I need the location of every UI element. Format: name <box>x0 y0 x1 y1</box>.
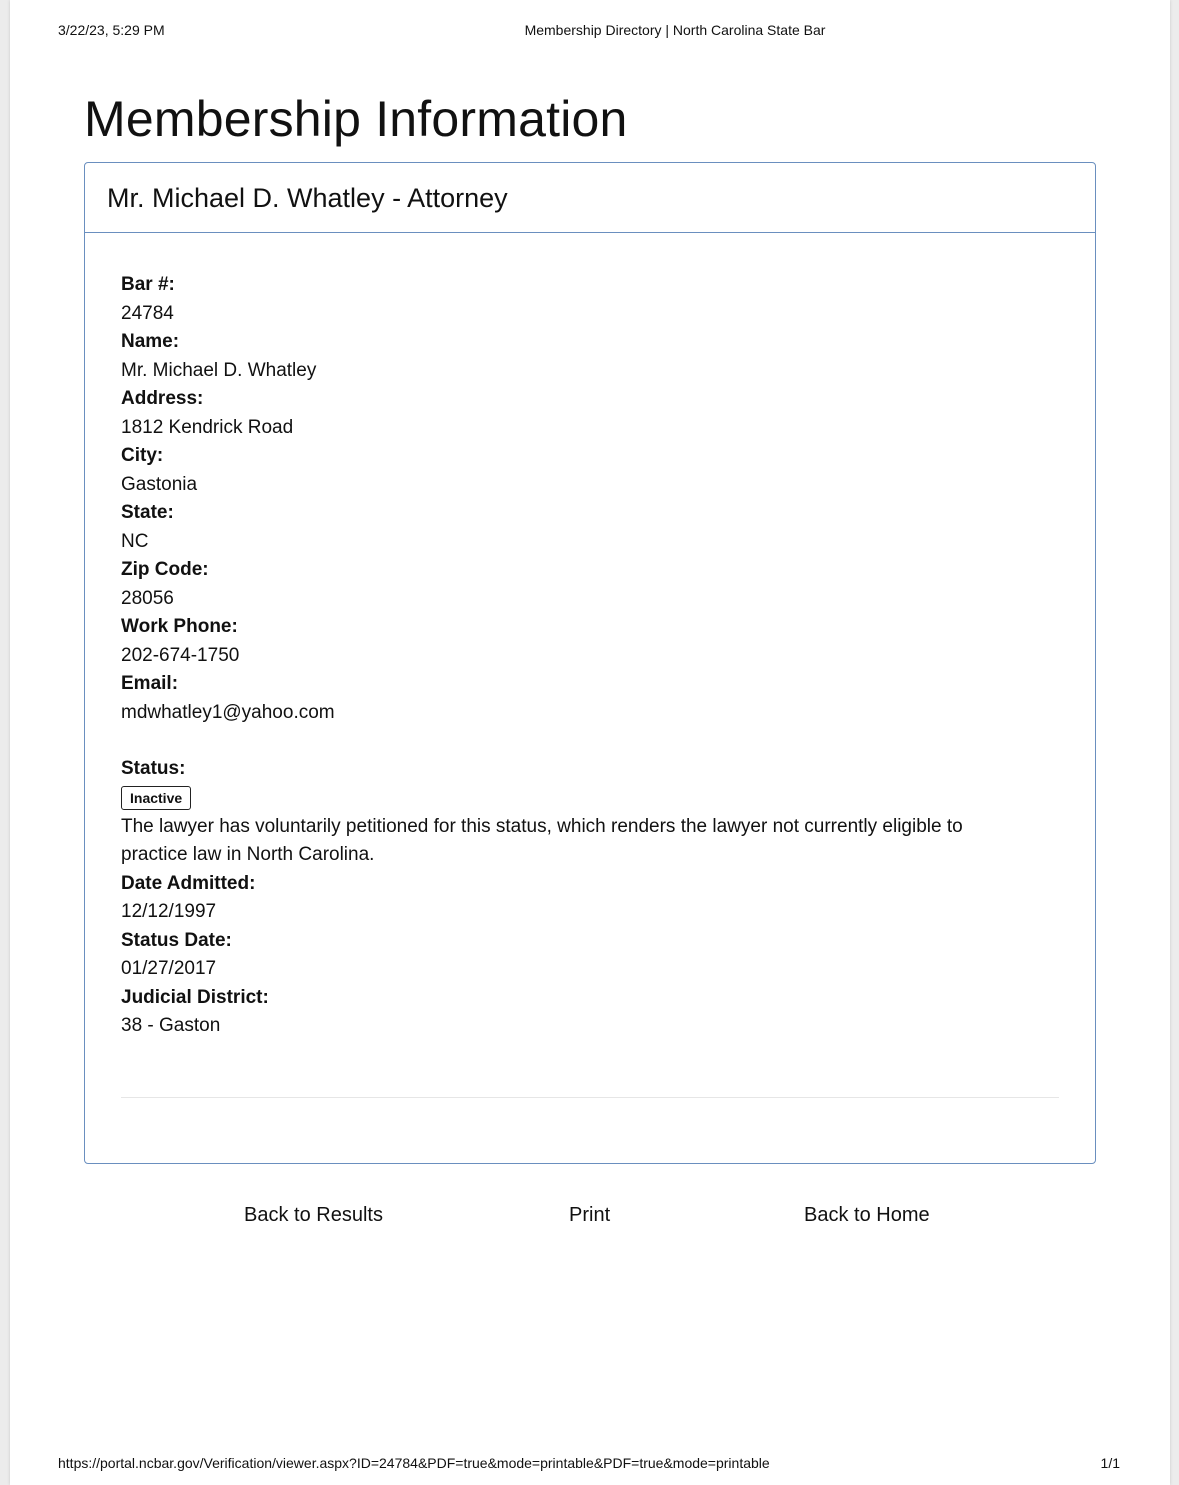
field-label: City: <box>121 445 164 466</box>
field-address <box>121 385 1061 442</box>
field-value: 01/27/2017 <box>121 958 217 979</box>
spacer <box>121 727 1061 755</box>
field-value: 28056 <box>121 587 174 609</box>
field-status-date <box>121 927 1061 984</box>
print-page-number: 1/1 <box>1100 1455 1120 1471</box>
back-to-home-link[interactable]: Back to Home <box>804 1204 930 1226</box>
member-card-heading: Mr. Michael D. Whatley - Attorney <box>85 163 1095 233</box>
field-value: mdwhatley1@yahoo.com <box>121 701 335 723</box>
field-label: Judicial District: <box>121 986 269 1008</box>
field-value: 38 - Gaston <box>121 1015 221 1036</box>
print-datetime: 3/22/23, 5:29 PM <box>58 22 165 38</box>
status-description: The lawyer has voluntarily petitioned for this status, which renders the lawyer not currently eligible to practice law in North Carolina. <box>121 815 963 865</box>
field-status <box>121 755 1061 870</box>
field-label: Zip Code: <box>121 559 209 580</box>
field-label: Name: <box>121 331 180 352</box>
member-details <box>121 271 1061 1041</box>
field-label: Work Phone: <box>121 616 238 637</box>
field-value: 24784 <box>121 302 174 324</box>
field-bar-number <box>121 271 1061 328</box>
divider <box>121 1097 1059 1098</box>
field-label: Bar #: <box>121 274 175 295</box>
print-page-title: Membership Directory | North Carolina State Bar <box>524 22 826 38</box>
print-link[interactable]: Print <box>569 1204 611 1226</box>
field-date-admitted <box>121 870 1061 927</box>
field-label: State: <box>121 502 174 523</box>
field-label: Email: <box>121 673 179 694</box>
back-to-results-link[interactable]: Back to Results <box>244 1204 383 1226</box>
page-title: Membership Information <box>84 91 628 147</box>
field-work-phone <box>121 613 1061 670</box>
field-city <box>121 442 1061 499</box>
printed-page <box>10 0 1170 1485</box>
field-label: Status Date: <box>121 929 232 951</box>
field-value: 1812 Kendrick Road <box>121 416 294 438</box>
field-label: Status: <box>121 758 186 779</box>
field-value: NC <box>121 530 149 552</box>
field-name <box>121 328 1061 385</box>
field-email <box>121 670 1061 727</box>
field-value: 12/12/1997 <box>121 901 217 922</box>
status-badge: Inactive <box>121 786 191 810</box>
field-value: Mr. Michael D. Whatley <box>121 359 317 381</box>
field-label: Date Admitted: <box>121 872 256 894</box>
field-label: Address: <box>121 388 204 409</box>
print-footer-url: https://portal.ncbar.gov/Verification/viewer.aspx?ID=24784&PDF=true&mode=printable&PDF=true&mode=printable <box>58 1455 770 1471</box>
field-value: 202-674-1750 <box>121 644 240 666</box>
member-card <box>84 162 1096 1164</box>
field-zip-code <box>121 556 1061 613</box>
field-judicial-district <box>121 984 1061 1041</box>
field-value: Gastonia <box>121 473 198 495</box>
field-state <box>121 499 1061 556</box>
